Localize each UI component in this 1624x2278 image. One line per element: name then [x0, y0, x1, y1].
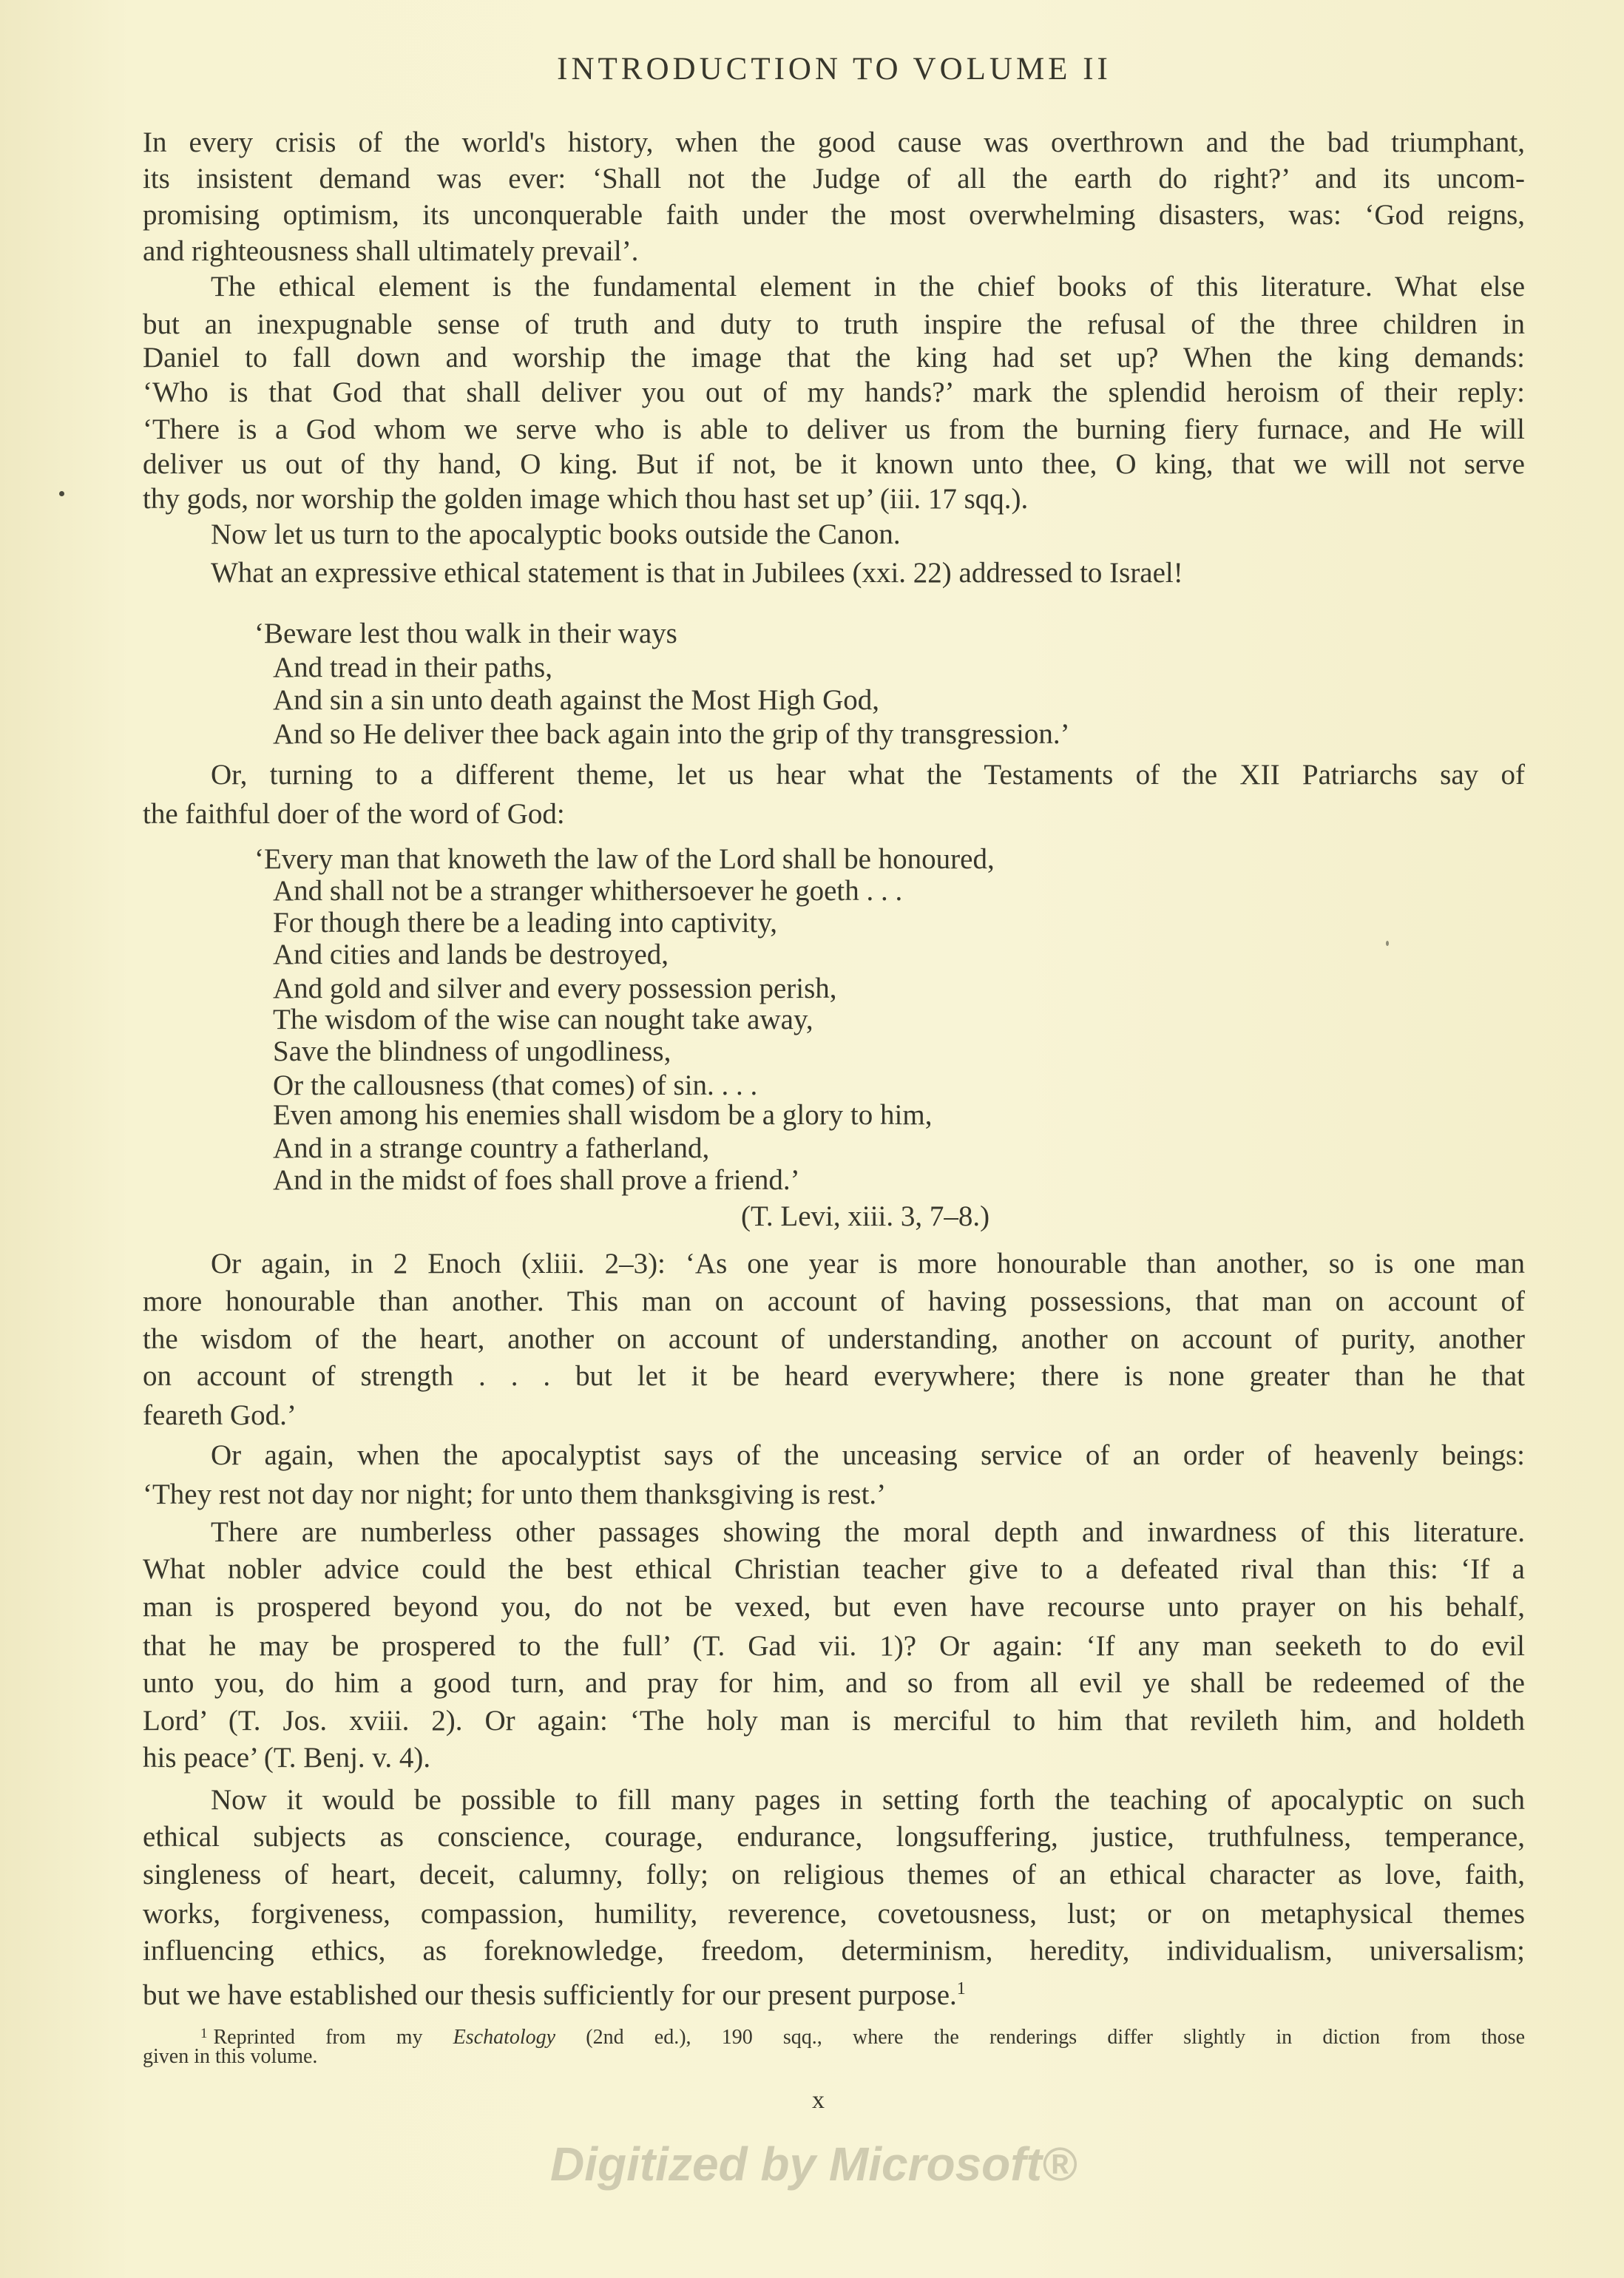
text-line: singleness of heart, deceit, calumny, folly; on religious themes of an ethical character as love, faith,	[143, 1859, 1525, 1890]
verse-line: The wisdom of the wise can nought take away,	[273, 1004, 813, 1035]
text-line: feareth God.’	[143, 1399, 297, 1431]
text-line: man is prospered beyond you, do not be vexed, but even have recourse unto prayer on his behalf,	[143, 1591, 1525, 1623]
page-number: x	[812, 2086, 825, 2114]
text-line: In every crisis of the world's history, when the good cause was overthrown and the bad triumphant,	[143, 126, 1525, 158]
text-line	[143, 1971, 1525, 2013]
text-line: Or, turning to a different theme, let us hear what the Testaments of the XII Patriarchs say of	[211, 759, 1525, 791]
text-line: Now let us turn to the apocalyptic books outside the Canon.	[211, 518, 901, 550]
verse-line: Even among his enemies shall wisdom be a glory to him,	[273, 1099, 933, 1131]
verse-line: And shall not be a stranger whithersoever he goeth . . .	[273, 875, 903, 907]
scan-speck-icon	[59, 491, 64, 496]
scan-speck-icon	[1386, 941, 1389, 946]
text-line: its insistent demand was ever: ‘Shall not the Judge of all the earth do right?’ and its uncom-	[143, 163, 1525, 195]
text-line: The ethical element is the fundamental element in the chief books of this literature. What else	[211, 271, 1525, 303]
footnote-book-title: Eschatology	[453, 2026, 556, 2049]
verse-line: Save the blindness of ungodliness,	[273, 1035, 671, 1067]
text-line: deliver us out of thy hand, O king. But if not, be it known unto thee, O king, that we will not serve	[143, 448, 1525, 480]
text-line: that he may be prospered to the full’ (T. Gad vii. 1)? Or again: ‘If any man seeketh to do evil	[143, 1630, 1525, 1662]
footnote-reference[interactable]: 1	[956, 1979, 966, 1998]
text-line: promising optimism, its unconquerable faith under the most overwhelming disasters, was: ‘God reigns,	[143, 199, 1525, 231]
verse-line: And cities and lands be destroyed,	[273, 939, 669, 970]
verse-line: For though there be a leading into captivity,	[273, 907, 777, 939]
text-line: thy gods, nor worship the golden image which thou hast set up’ (iii. 17 sqq.).	[143, 483, 1029, 515]
verse-line: ‘Every man that knoweth the law of the Lord shall be honoured,	[254, 843, 995, 875]
verse-line: ‘Beware lest thou walk in their ways	[254, 618, 677, 649]
text-line: There are numberless other passages showing the moral depth and inwardness of this literature.	[211, 1516, 1525, 1548]
text-line: ethical subjects as conscience, courage, endurance, longsuffering, justice, truthfulness, temperance,	[143, 1821, 1525, 1853]
text-line: What an expressive ethical statement is that in Jubilees (xxi. 22) addressed to Israel!	[211, 557, 1183, 589]
text-line: on account of strength . . . but let it be heard everywhere; there is none greater than he that	[143, 1360, 1525, 1392]
footnote-text: (2nd ed.), 190 sqq., where the renderings differ slightly in diction from those	[555, 2026, 1525, 2049]
verse-line: And tread in their paths,	[273, 652, 552, 683]
text-line: What nobler advice could the best ethical Christian teacher give to a defeated rival than this: ‘If a	[143, 1553, 1525, 1585]
verse-line: And sin a sin unto death against the Most High God,	[273, 684, 880, 716]
text-line: Lord’ (T. Jos. xviii. 2). Or again: ‘The holy man is merciful to him that revileth him, and holdeth	[143, 1705, 1525, 1737]
text-line: works, forgiveness, compassion, humility, reverence, covetousness, lust; or on metaphysical themes	[143, 1898, 1525, 1930]
text-line: unto you, do him a good turn, and pray for him, and so from all evil ye shall be redeemed of the	[143, 1667, 1525, 1699]
verse-line: And in the midst of foes shall prove a friend.’	[273, 1164, 800, 1196]
citation: (T. Levi, xiii. 3, 7–8.)	[741, 1200, 990, 1232]
text-line: his peace’ (T. Benj. v. 4).	[143, 1742, 431, 1774]
footnote-continuation: given in this volume.	[143, 2045, 318, 2068]
text-line: Or again, in 2 Enoch (xliii. 2–3): ‘As one year is more honourable than another, so is one man	[211, 1248, 1525, 1280]
text-line-content: but we have established our thesis sufficiently for our present purpose.	[143, 1979, 957, 2011]
footnote-marker: 1	[200, 2026, 208, 2041]
verse-line: And in a strange country a fatherland,	[273, 1132, 710, 1164]
text-line: the faithful doer of the word of God:	[143, 798, 565, 830]
footnote-text: Reprinted from my	[213, 2026, 453, 2049]
verse-line: Or the callousness (that comes) of sin. . . .	[273, 1069, 758, 1101]
page-title: INTRODUCTION TO VOLUME II	[557, 52, 1112, 87]
text-line: influencing ethics, as foreknowledge, freedom, determinism, heredity, individualism, universalism;	[143, 1935, 1525, 1967]
verse-line: And so He deliver thee back again into the grip of thy transgression.’	[273, 718, 1070, 750]
text-line: but an inexpugnable sense of truth and duty to truth inspire the refusal of the three children in	[143, 308, 1525, 340]
verse-line: And gold and silver and every possession perish,	[273, 973, 837, 1004]
text-line: the wisdom of the heart, another on account of understanding, another on account of purity, another	[143, 1323, 1525, 1355]
text-line: Now it would be possible to fill many pages in setting forth the teaching of apocalyptic on such	[211, 1784, 1525, 1816]
text-line: more honourable than another. This man on account of having possessions, that man on account of	[143, 1285, 1525, 1317]
footnote	[200, 2022, 1525, 2049]
text-line: Daniel to fall down and worship the image that the king had set up? When the king demands:	[143, 342, 1525, 374]
text-line: and righteousness shall ultimately prevail’.	[143, 235, 639, 267]
watermark: Digitized by Microsoft®	[549, 2137, 1077, 2191]
text-line: ‘Who is that God that shall deliver you out of my hands?’ mark the splendid heroism of their reply:	[143, 376, 1525, 408]
text-line: Or again, when the apocalyptist says of the unceasing service of an order of heavenly beings:	[211, 1439, 1525, 1471]
text-line: ‘They rest not day nor night; for unto them thanksgiving is rest.’	[143, 1478, 887, 1510]
text-line: ‘There is a God whom we serve who is able to deliver us from the burning fiery furnace, and He will	[143, 413, 1525, 445]
